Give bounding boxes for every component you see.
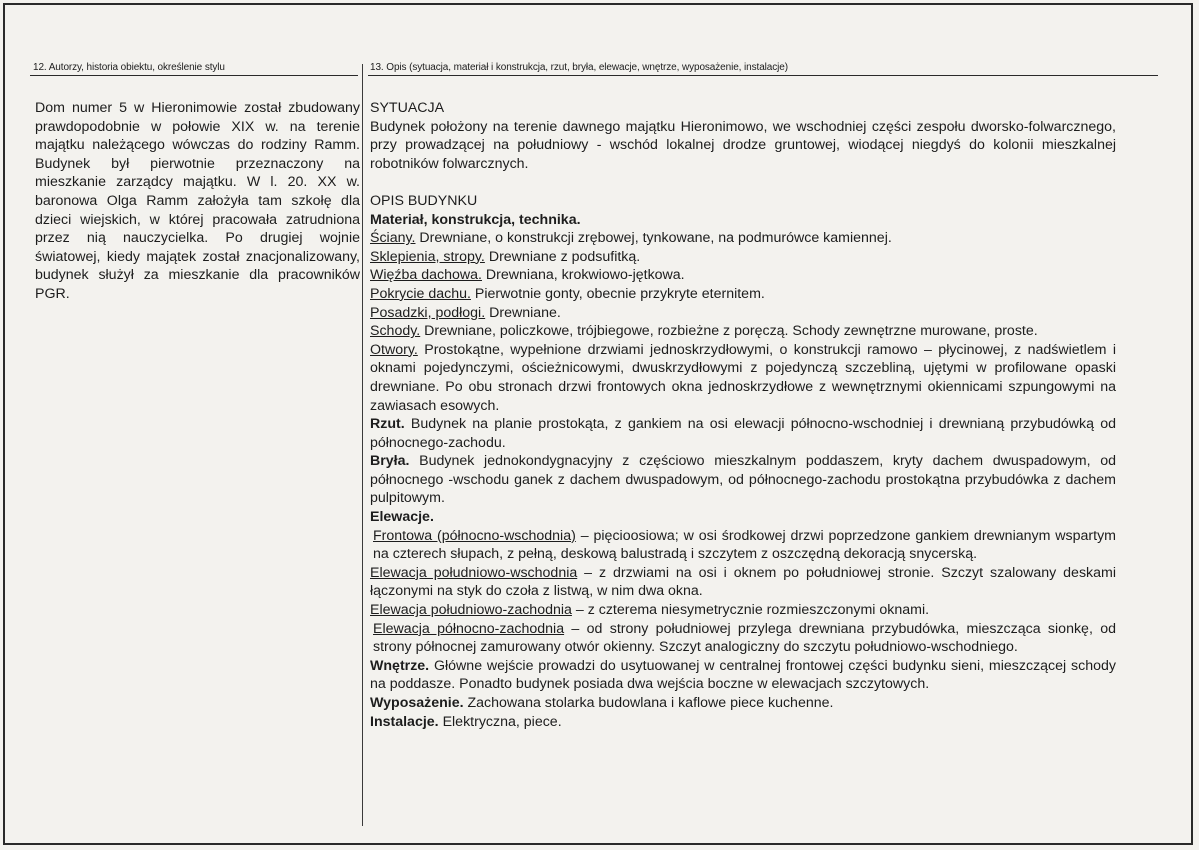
pokrycie-text: Pierwotnie gonty, obecnie przykryte eternitem. <box>470 285 765 302</box>
otwory-label: Otwory. <box>370 341 418 358</box>
pn-zach-entry <box>370 620 1116 657</box>
section-12-header: 12. Autorzy, historia obiektu, określenie stylu <box>33 62 225 73</box>
frontowa-text: – pięcioosiowa; w osi środkowej drzwi poprzedzone gankiem drewnianym wspartym na czterech słupach, z pełną, deskową balustradą i szczytem z oszczędną dekoracją snycerską. <box>373 527 1117 563</box>
sciany-label: Ściany. <box>370 230 416 247</box>
frontowa-label: Frontowa (północno-wschodnia) <box>373 527 576 544</box>
bryla-entry <box>370 452 1116 508</box>
sciany-entry <box>370 229 1116 248</box>
pn-zach-label: Elewacja północno-zachodnia <box>373 620 565 637</box>
sklepienia-label: Sklepienia, stropy. <box>370 248 485 265</box>
wyposazenie-label: Wyposażenie. <box>370 695 464 711</box>
section-13-header: 13. Opis (sytuacja, materiał i konstrukcja, rzut, bryła, elewacje, wnętrze, wyposażenie, instalacje) <box>370 62 788 73</box>
column-separator <box>362 64 363 826</box>
wiezba-text: Drewniana, krokwiowo-jętkowa. <box>481 267 685 284</box>
material-heading: Materiał, konstrukcja, technika. <box>370 211 581 228</box>
posadzki-entry <box>370 304 1116 323</box>
wyposazenie-entry <box>370 694 1116 713</box>
instalacje-entry <box>370 713 1116 732</box>
sytuacja-heading: SYTUACJA <box>370 100 445 116</box>
schody-entry <box>370 322 1116 341</box>
bryla-label: Bryła. <box>370 453 410 470</box>
pokrycie-label: Pokrycie dachu. <box>370 285 471 302</box>
description-column <box>370 99 1116 731</box>
instalacje-text: Elektryczna, piece. <box>438 713 562 730</box>
section-12-divider <box>30 75 358 76</box>
posadzki-text: Drewniane. <box>485 304 561 321</box>
pd-wsch-text: – z drzwiami na osi i oknem po południowej stronie. Szczyt szalowany deskami łączonymi na styk do czoła z listwą, w nim dwa okna. <box>370 564 1116 600</box>
history-column <box>35 99 360 304</box>
schody-text: Drewniane, policzkowe, trójbiegowe, rozbieżne z poręczą. Schody zewnętrzne murowane, proste. <box>420 323 1038 340</box>
wyposazenie-text: Zachowana stolarka budowlana i kaflowe piece kuchenne. <box>463 695 834 711</box>
history-text: Dom numer 5 w Hieronimowie został zbudowany prawdopodobnie w połowie XIX w. na terenie majątku należącego wówczas do rodziny Ramm. Budynek był pierwotnie przeznaczony na mieszkanie zarządcy majątku. W l. 20. XX w. baronowa Olga Ramm założyła tam szkołę dla dzieci wiejskich, w której pracowała zatrudniona przez nią nauczycielka. Po drugiej wojnie światowej, kiedy majątek został znacjonalizowany, budynek służył za mieszkanie dla pracowników PGR. <box>35 100 360 302</box>
pokrycie-entry <box>370 285 1116 304</box>
wiezba-entry <box>370 266 1116 285</box>
pd-wsch-label: Elewacja południowo-wschodnia <box>370 564 578 581</box>
sytuacja-text: Budynek położony na terenie dawnego majątku Hieronimowo, we wschodniej części zespołu dworsko-folwarcznego, przy prowadzącej na południowy - wschód lokalnej drodze gruntowej, wiodącej niegdyś do kolonii mieszkalnej robotników folwarcznych. <box>370 118 1116 172</box>
wnetrze-label: Wnętrze. <box>370 657 430 674</box>
wnetrze-entry <box>370 657 1116 694</box>
sklepienia-text: Drewniane z podsufitką. <box>484 248 641 265</box>
wiezba-label: Więźba dachowa. <box>370 267 482 284</box>
pd-zach-entry <box>370 601 1116 620</box>
posadzki-label: Posadzki, podłogi. <box>370 304 486 321</box>
wnetrze-text: Główne wejście prowadzi do usytuowanej w centralnej frontowej części budynku sieni, mieszczącej schody na poddasze. Ponadto budynek posiada dwa wejścia boczne w elewacjach szczytowych. <box>370 657 1116 693</box>
sklepienia-entry <box>370 248 1116 267</box>
schody-label: Schody. <box>370 323 421 340</box>
pn-zach-text: – od strony południowej przylega drewniana przybudówka, mieszcząca sionkę, od strony północnej zamurowany otwór okienny. Szczyt analogiczny do szczytu południowo-wschodniego. <box>373 620 1116 656</box>
pd-zach-label: Elewacja południowo-zachodnia <box>370 602 572 619</box>
opis-heading: OPIS BUDYNKU <box>370 192 478 209</box>
bryla-text: Budynek jednokondygnacyjny z częściowo mieszkalnym poddaszem, kryty dachem dwuspadowym, od północnego -wschodu ganek z dachem dwuspadowym, od północnego-zachodu prostokątna przybudówka z dachem pulpitowym. <box>370 453 1116 507</box>
pd-wsch-entry <box>370 564 1116 601</box>
rzut-entry <box>370 415 1116 452</box>
rzut-text: Budynek na planie prostokąta, z gankiem na osi elewacji północno-wschodniej i drewnianą przybudówką od północnego-zachodu. <box>370 416 1116 451</box>
frontowa-entry <box>370 527 1116 564</box>
otwory-text: Prostokątne, wypełnione drzwiami jednoskrzydłowymi, o konstrukcji ramowo – płycinowej, z nadświetlem i oknami pojedynczymi, ościeżnicowymi, dwuskrzydłowymi z pojedynczą szczebliną, ujętymi w profilowane opaski drewniane. Po obu stronach drzwi frontowych okna jednoskrzydłowe z wewnętrznymi okiennicami szpungowymi na zawiasach esowych. <box>370 341 1116 414</box>
sciany-text: Drewniane, o konstrukcji zrębowej, tynkowane, na podmurówce kamiennej. <box>415 230 892 247</box>
rzut-label: Rzut. <box>370 416 405 433</box>
otwory-entry <box>370 341 1116 415</box>
instalacje-label: Instalacje. <box>370 713 439 730</box>
pd-zach-text: – z czterema niesymetrycznie rozmieszczonymi oknami. <box>571 602 930 619</box>
section-13-divider <box>368 75 1158 76</box>
elewacje-heading: Elewacje. <box>370 509 434 526</box>
